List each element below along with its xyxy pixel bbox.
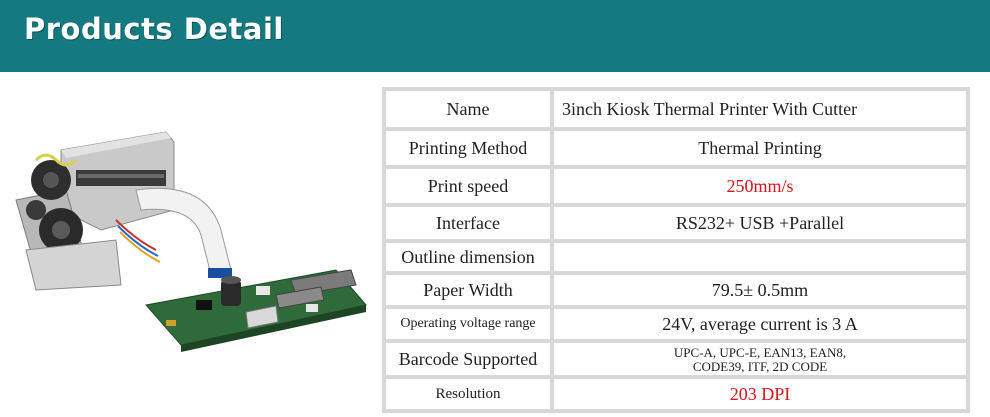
spec-label-print-speed: Print speed	[384, 167, 552, 205]
header-banner	[0, 0, 990, 72]
table-row	[384, 129, 968, 167]
spec-value-operating-voltage: 24V, average current is 3 A	[552, 307, 968, 341]
spec-value-barcode-line2: CODE39, ITF, 2D CODE	[692, 359, 828, 374]
table-row	[384, 205, 968, 241]
table-row	[384, 241, 968, 273]
table-row	[384, 273, 968, 307]
spec-label-outline-dimension: Outline dimension	[384, 241, 552, 273]
table-row	[384, 377, 968, 411]
spec-label-operating-voltage: Operating voltage range	[384, 307, 552, 341]
spec-value-print-speed: 250mm/s	[552, 167, 968, 205]
spec-value-resolution: 203 DPI	[552, 377, 968, 411]
spec-label-barcode: Barcode Supported	[384, 341, 552, 377]
spec-label-name: Name	[384, 89, 552, 129]
product-image	[6, 90, 376, 390]
spec-label-paper-width: Paper Width	[384, 273, 552, 307]
spec-label-resolution: Resolution	[384, 377, 552, 411]
table-row	[384, 307, 968, 341]
spec-value-interface: RS232+ USB +Parallel	[552, 205, 968, 241]
spec-value-printing-method: Thermal Printing	[552, 129, 968, 167]
spec-value-barcode	[552, 341, 968, 377]
spec-value-name: 3inch Kiosk Thermal Printer With Cutter	[552, 89, 968, 129]
spec-label-printing-method: Printing Method	[384, 129, 552, 167]
spec-value-barcode-line1: UPC-A, UPC-E, EAN13, EAN8,	[673, 345, 847, 360]
spec-label-interface: Interface	[384, 205, 552, 241]
table-row	[384, 341, 968, 377]
page-title: Products Detail	[24, 12, 284, 46]
table-row	[384, 167, 968, 205]
spec-value-outline-dimension	[552, 241, 968, 273]
spec-value-paper-width: 79.5± 0.5mm	[552, 273, 968, 307]
table-row	[384, 89, 968, 129]
spec-table	[382, 87, 970, 413]
